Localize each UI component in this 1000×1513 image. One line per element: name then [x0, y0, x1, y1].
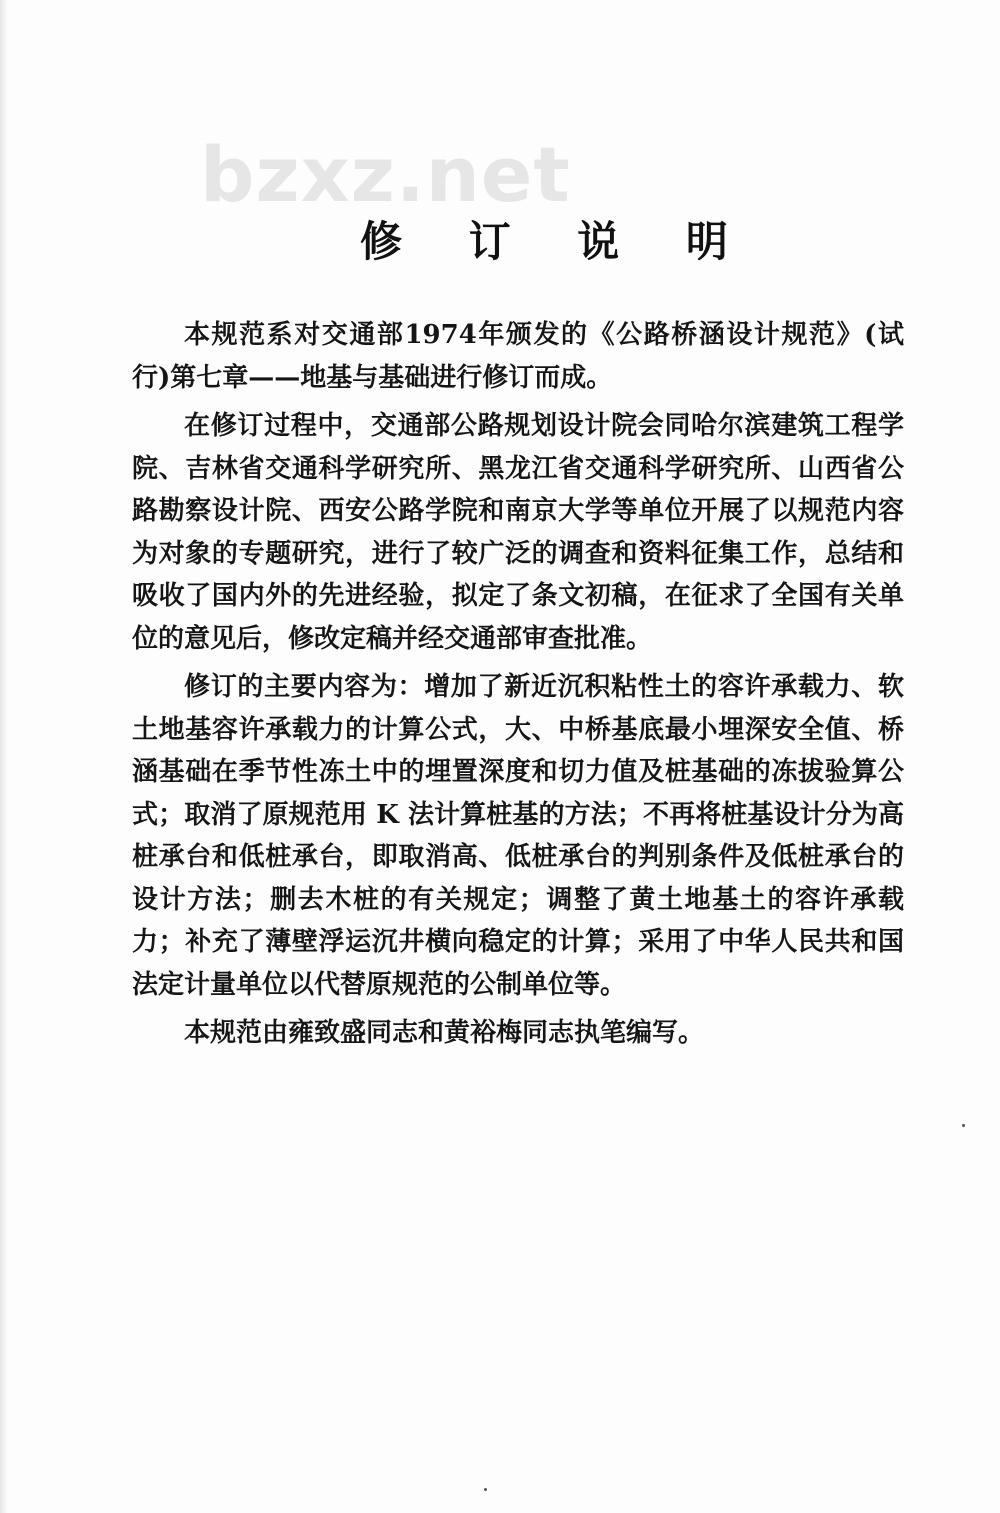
paragraph-main-content: 修订的主要内容为：增加了新近沉积粘性土的容许承载力、软土地基容许承载力的计算公式，大、中桥基底最小埋深安全值、桥涵基础在季节性冻土中的埋置深度和切力值及桩基础的冻拔验算公式；取消了原规范用 K 法计算桩基的方法；不再将桩基设计分为高桩承台和低桩承台，即取消高、低桩承台的判别条件及低桩承台的设计方法；删去木桩的有关规定；调整了黄土地基土的容许承载力；补充了薄壁浮运沉井横向稳定的计算；采用了中华人民共和国法定计量单位以代替原规范的公制单位等。: [132, 672, 904, 1000]
paragraph-authors: 本规范由雍致盛同志和黄裕梅同志执笔编写。: [184, 1018, 705, 1048]
scan-speck: [484, 1488, 487, 1491]
paragraph-intro: 本规范系对交通部1974年颁发的《公路桥涵设计规范》(试行)第七章——地基与基础进行修订而成。: [132, 320, 904, 393]
watermark: bzxz.net: [200, 130, 571, 219]
paragraph-process: 在修订过程中，交通部公路规划设计院会同哈尔滨建筑工程学院、吉林省交通科学研究所、黑龙江省交通科学研究所、山西省公路勘察设计院、西安公路学院和南京大学等单位开展了以规范内容为对象的专题研究，进行了较广泛的调查和资料征集工作，总结和吸收了国内外的先进经验，拟定了条文初稿，在征求了全国有关单位的意见后，修改定稿并经交通部审查批准。: [132, 411, 904, 654]
body-text: [132, 314, 904, 1061]
page-title: 修 订 说 明: [360, 217, 754, 266]
scan-edge-shadow: [0, 0, 8, 1513]
scan-speck: [962, 1124, 965, 1127]
